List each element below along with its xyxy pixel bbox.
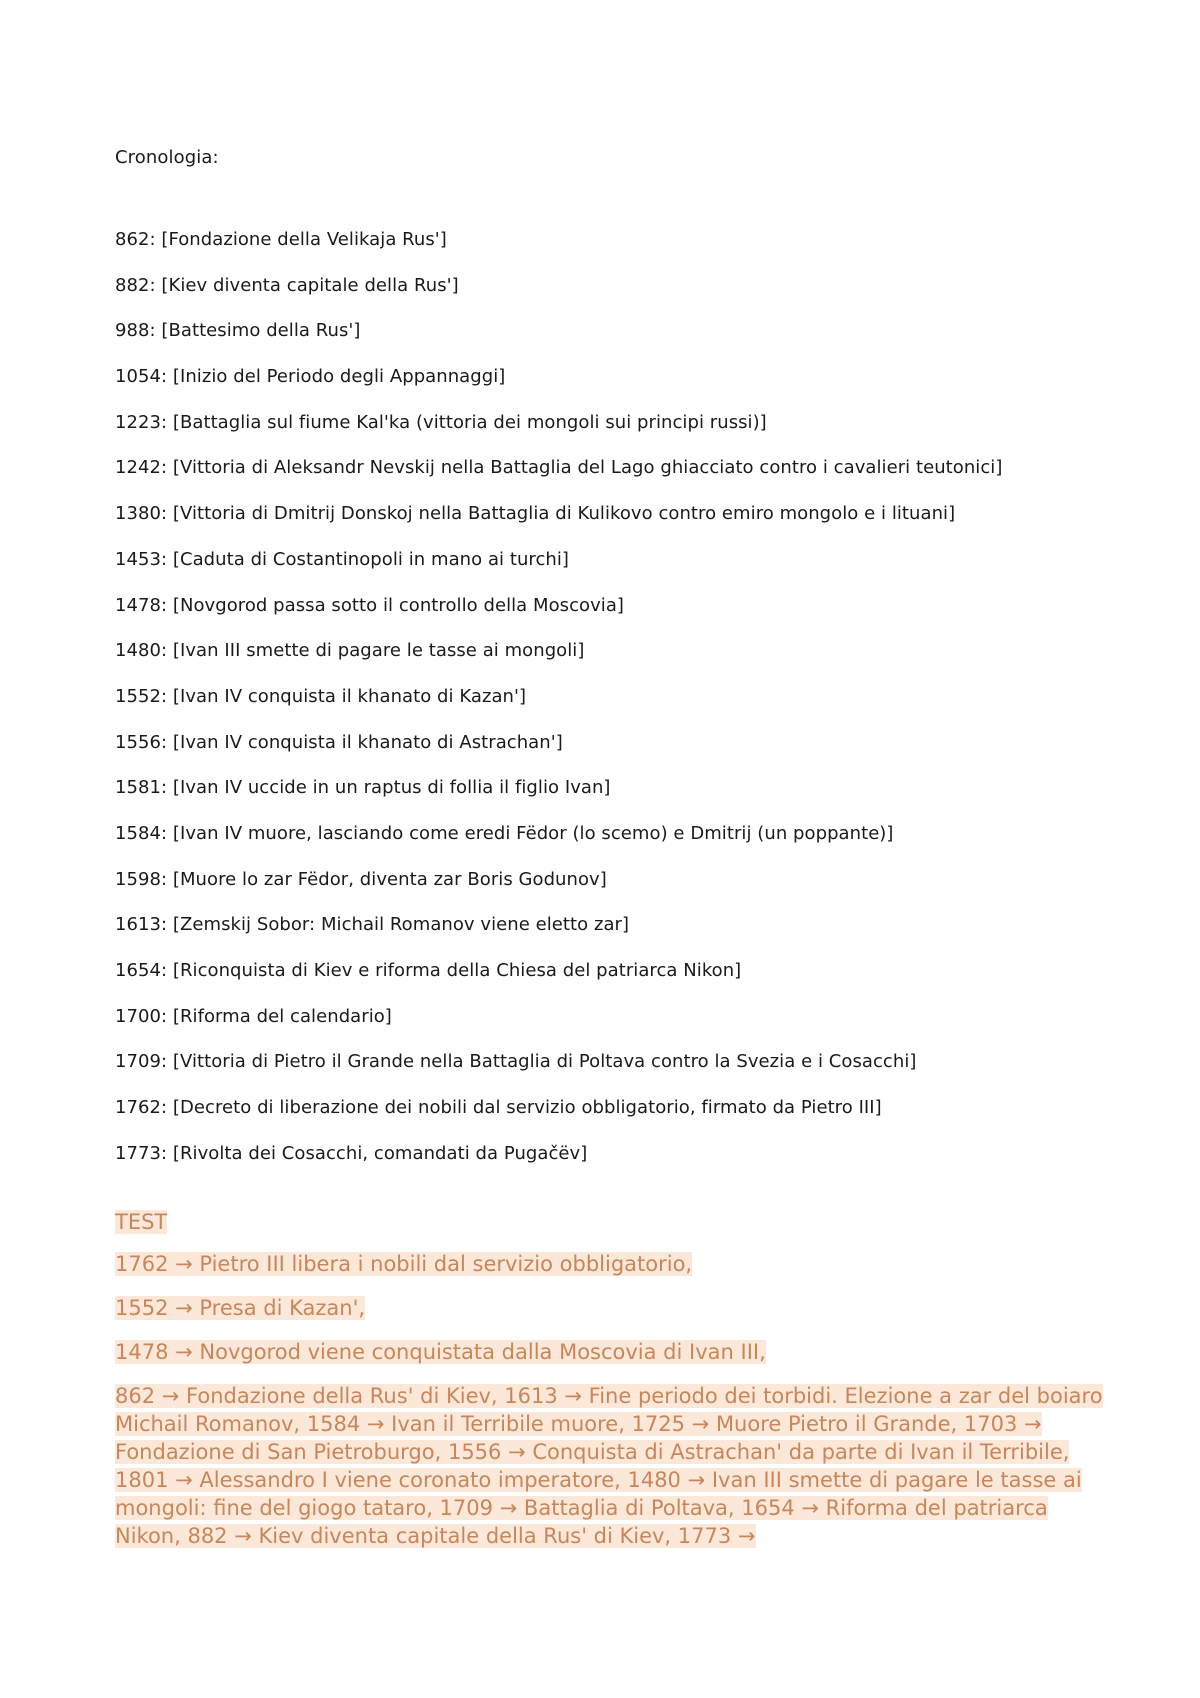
chronology-event: [Ivan III smette di pagare le tasse ai mongoli]	[172, 640, 585, 662]
chronology-year: 1552:	[115, 685, 168, 707]
chronology-event: [Ivan IV uccide in un raptus di follia il figlio Ivan]	[172, 777, 611, 799]
chronology-year: 1654:	[115, 960, 168, 981]
test-title-text: TEST	[115, 1209, 168, 1234]
chronology-event: [Riforma del calendario]	[172, 1005, 392, 1027]
chronology-item	[115, 685, 1095, 709]
chronology-year: 1773:	[115, 1142, 168, 1164]
chronology-year: 1223:	[115, 411, 168, 433]
chronology-item	[115, 639, 1095, 663]
chronology-event: [Decreto di liberazione dei nobili dal servizio obbligatorio, firmato da Pietro III]	[172, 1097, 882, 1119]
chronology-item	[115, 411, 1095, 435]
test-paragraph-text: 862 → Fondazione della Rus' di Kiev, 1613 → Fine periodo dei torbidi. Elezione a zar del boiaro Michail Romanov, 1584 → Ivan il Terribile muore, 1725 → Muore Pietro il Grande, 1703 → Fondazione di San Pietroburgo, 1556 → Conquista di Astrachan' da parte di Ivan il Terribile, 1801 → Alessandro I viene coronato imperatore, 1480 → Ivan III smette di pagare le tasse ai mongoli: fine del giogo tataro, 1709 → Battaglia di Poltava, 1654 → Riforma del patriarca Nikon, 882 → Kiev diventa capitale della Rus' di Kiev, 1773 →	[115, 1383, 1103, 1548]
chronology-list	[115, 228, 1095, 1166]
chronology-event: [Vittoria di Aleksandr Nevskij nella Battaglia del Lago ghiacciato contro i cavalieri teutonici]	[172, 457, 1003, 479]
chronology-item	[115, 594, 1095, 618]
chronology-event: [Zemskij Sobor: Michail Romanov viene eletto zar]	[172, 914, 630, 936]
chronology-event: [Muore lo zar Fëdor, diventa zar Boris Godunov]	[172, 868, 607, 890]
chronology-year: 1598:	[115, 868, 168, 890]
chronology-year: 1242:	[115, 457, 168, 479]
chronology-year: 1762:	[115, 1097, 168, 1119]
chronology-item	[115, 548, 1095, 572]
chronology-event: [Ivan IV conquista il khanato di Kazan']	[172, 685, 527, 707]
chronology-year: 1581:	[115, 777, 168, 799]
chronology-event: [Battaglia sul fiume Kal'ka (vittoria dei mongoli sui principi russi)]	[172, 411, 767, 433]
chronology-event: [Kiev diventa capitale della Rus']	[161, 274, 459, 296]
chronology-event: [Fondazione della Velikaja Rus']	[161, 229, 447, 250]
chronology-item	[115, 1096, 1095, 1120]
chronology-event: [Novgorod passa sotto il controllo della Moscovia]	[172, 594, 625, 616]
document-content	[115, 146, 1103, 1550]
chronology-event: [Caduta di Costantinopoli in mano ai turchi]	[172, 548, 570, 570]
chronology-item	[115, 1142, 1095, 1166]
test-line-text: 1552 → Presa di Kazan',	[115, 1295, 366, 1320]
test-line-text: 1478 → Novgorod viene conquistata dalla Moscovia di Ivan III,	[115, 1339, 766, 1364]
chronology-item	[115, 868, 1095, 892]
page-title: Cronologia:	[115, 147, 219, 168]
chronology-year: 862:	[115, 229, 156, 250]
test-paragraph	[115, 1382, 1105, 1550]
chronology-item	[115, 1005, 1095, 1029]
chronology-item	[115, 502, 1095, 526]
chronology-year: 1584:	[115, 822, 168, 844]
chronology-item	[115, 1050, 1095, 1074]
chronology-year: 1613:	[115, 914, 168, 936]
chronology-year: 882:	[115, 274, 156, 296]
chronology-item	[115, 228, 1095, 252]
chronology-year: 1480:	[115, 640, 168, 662]
chronology-item	[115, 776, 1095, 800]
chronology-event: [Vittoria di Pietro il Grande nella Battaglia di Poltava contro la Svezia e i Cosacchi]	[172, 1051, 917, 1073]
chronology-item	[115, 456, 1095, 480]
chronology-year: 1700:	[115, 1005, 168, 1027]
chronology-event: [Rivolta dei Cosacchi, comandati da Pugačëv]	[172, 1142, 588, 1164]
chronology-event: [Vittoria di Dmitrij Donskoj nella Battaglia di Kulikovo contro emiro mongolo e i lituani]	[172, 503, 956, 525]
chronology-item	[115, 731, 1095, 755]
chronology-item	[115, 822, 1095, 846]
chronology-year: 1556:	[115, 731, 168, 753]
chronology-event: [Battesimo della Rus']	[161, 320, 361, 342]
chronology-year: 988:	[115, 320, 156, 342]
test-line	[115, 1338, 1095, 1366]
test-line-text: 1762 → Pietro III libera i nobili dal servizio obbligatorio,	[115, 1251, 693, 1276]
chronology-event: [Ivan IV conquista il khanato di Astrachan']	[172, 731, 563, 753]
chronology-item	[115, 319, 1095, 343]
test-line	[115, 1294, 1095, 1322]
chronology-item	[115, 274, 1095, 298]
chronology-item	[115, 365, 1095, 389]
test-line	[115, 1250, 1095, 1278]
chronology-year: 1453:	[115, 548, 168, 570]
chronology-event: [Ivan IV muore, lasciando come eredi Fëdor (lo scemo) e Dmitrij (un poppante)]	[172, 822, 894, 844]
chronology-event: [Inizio del Periodo degli Appannaggi]	[172, 366, 506, 388]
test-title	[115, 1208, 1095, 1236]
chronology-item	[115, 913, 1095, 937]
test-section	[115, 1208, 1103, 1550]
chronology-year: 1709:	[115, 1051, 168, 1073]
chronology-year: 1054:	[115, 366, 168, 388]
chronology-event: [Riconquista di Kiev e riforma della Chiesa del patriarca Nikon]	[172, 960, 742, 981]
chronology-item	[115, 959, 1095, 983]
chronology-year: 1478:	[115, 594, 168, 616]
chronology-year: 1380:	[115, 503, 168, 525]
